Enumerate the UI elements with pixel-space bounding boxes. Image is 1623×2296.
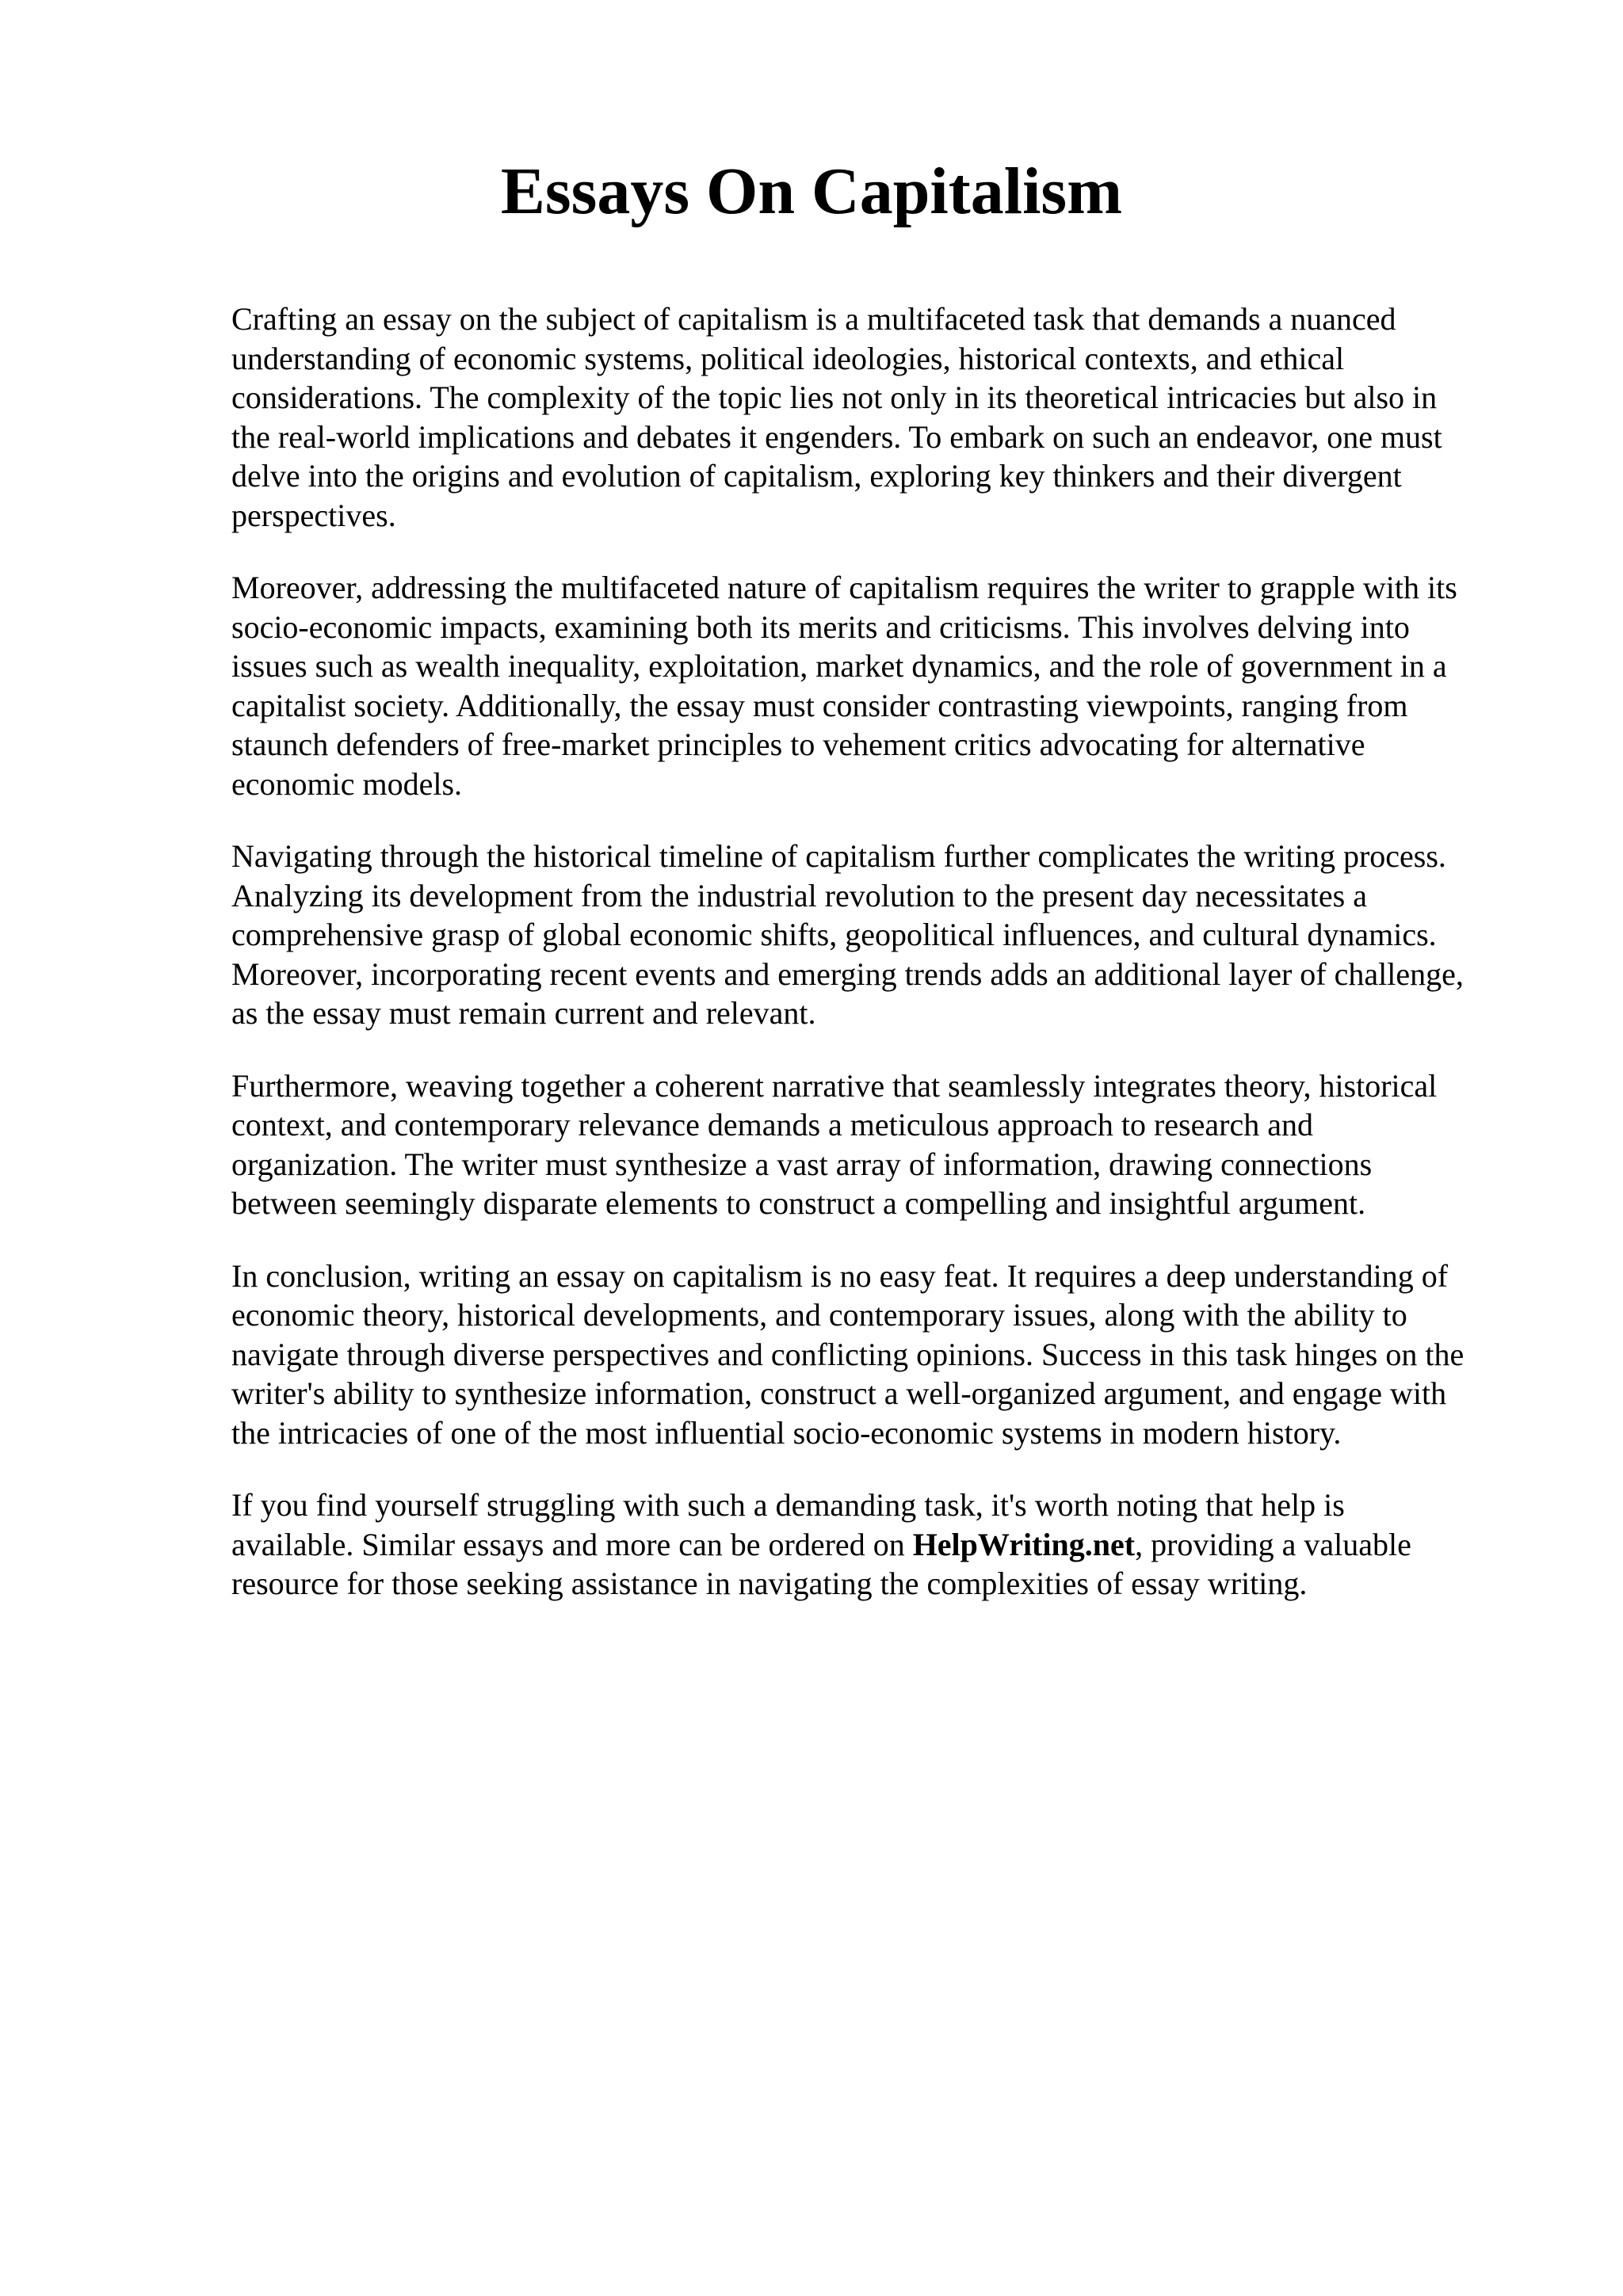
paragraph-3 — [231, 837, 1531, 1033]
paragraph-line: organization. The writer must synthesize a vast array of information, drawing connections — [231, 1146, 1373, 1182]
closing-text-after-brand: , providing a valuable — [1135, 1526, 1411, 1562]
paragraph-2 — [231, 568, 1531, 803]
paragraph-4 — [231, 1066, 1531, 1223]
paragraph-line: considerations. The complexity of the topic lies not only in its theoretical intricacies but also in — [231, 379, 1438, 415]
paragraph-line: the intricacies of one of the most influential socio-economic systems in modern history. — [231, 1414, 1342, 1451]
paragraph-line: staunch defenders of free-market principles to vehement critics advocating for alternative — [231, 727, 1365, 762]
paragraph-line: Crafting an essay on the subject of capitalism is a multifaceted task that demands a nuanced — [231, 301, 1396, 337]
paragraph-line: economic models. — [231, 765, 463, 802]
helpwriting-link[interactable]: HelpWriting.net — [912, 1526, 1136, 1562]
paragraph-line: socio-economic impacts, examining both its merits and criticisms. This involves delving into — [231, 608, 1410, 645]
paragraph-line: Analyzing its development from the industrial revolution to the present day necessitates a — [231, 877, 1367, 913]
paragraph-line — [231, 1525, 1531, 1565]
paragraph-line: resource for those seeking assistance in navigating the complexities of essay writing. — [231, 1566, 1308, 1601]
paragraph-line: writer's ability to synthesize information, construct a well-organized argument, and engage with — [231, 1375, 1447, 1411]
paragraph-line: Navigating through the historical timeline of capitalism further complicates the writing process. — [231, 838, 1446, 874]
paragraph-line: comprehensive grasp of global economic shifts, geopolitical influences, and cultural dynamics. — [231, 917, 1437, 952]
document-title: Essays On Capitalism — [500, 154, 1123, 228]
closing-text-before-brand: available. Similar essays and more can be ordered on — [231, 1526, 913, 1562]
paragraph-line: Moreover, addressing the multifaceted nature of capitalism requires the writer to grapple with its — [231, 570, 1457, 605]
document-body — [231, 299, 1531, 1637]
paragraph-line: understanding of economic systems, political ideologies, historical contexts, and ethical — [231, 340, 1345, 376]
paragraph-line: as the essay must remain current and relevant. — [231, 995, 816, 1031]
paragraph-line: issues such as wealth inequality, exploitation, market dynamics, and the role of government in a — [231, 648, 1447, 684]
closing-paragraph — [231, 1486, 1531, 1604]
paragraph-line: If you find yourself struggling with such a demanding task, it's worth noting that help is — [231, 1487, 1345, 1523]
paragraph-5 — [231, 1257, 1531, 1453]
paragraph-line: Moreover, incorporating recent events and emerging trends adds an additional layer of challenge, — [231, 955, 1464, 992]
paragraph-line: In conclusion, writing an essay on capitalism is no easy feat. It requires a deep understanding of — [231, 1257, 1449, 1294]
paragraph-line: navigate through diverse perspectives and conflicting opinions. Success in this task hinges on the — [231, 1336, 1465, 1372]
paragraph-line: perspectives. — [231, 497, 396, 533]
paragraph-line: delve into the origins and evolution of capitalism, exploring key thinkers and their divergent — [231, 458, 1402, 494]
paragraph-line: the real-world implications and debates it engenders. To embark on such an endeavor, one must — [231, 418, 1442, 455]
paragraph-line: economic theory, historical developments, and contemporary issues, along with the ability to — [231, 1297, 1407, 1333]
paragraph-line: context, and contemporary relevance demands a meticulous approach to research and — [231, 1107, 1313, 1142]
paragraph-line: between seemingly disparate elements to construct a compelling and insightful argument. — [231, 1185, 1366, 1221]
paragraph-line: Furthermore, weaving together a coherent narrative that seamlessly integrates theory, historical — [231, 1067, 1438, 1104]
paragraph-1 — [231, 299, 1531, 535]
paragraph-line: capitalist society. Additionally, the essay must consider contrasting viewpoints, ranging from — [231, 687, 1408, 723]
